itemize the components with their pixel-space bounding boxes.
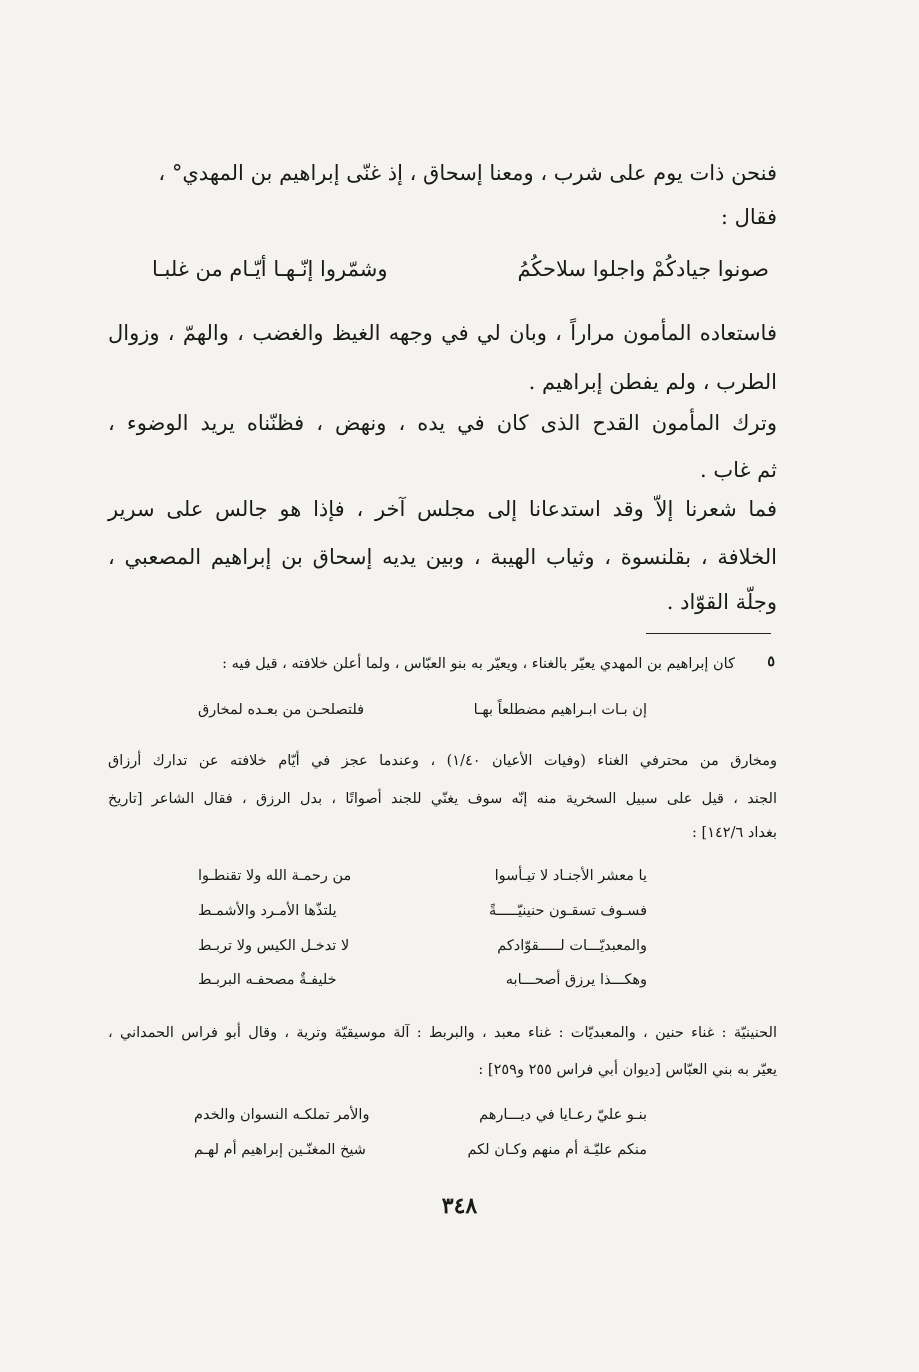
poem-line-4-right: وهكـــذا يرزق أصحـــابه [505,972,647,988]
footnote-verse-first-hemistich: إن بـات ابـراهيم مضطلعاً بهـا [473,702,647,718]
paragraph-1-line-2: فقال : [720,205,777,229]
poem2-line-1-left: والأمر تملكـه النسوان والخدم [194,1107,370,1123]
footnote-separator [646,633,771,634]
paragraph-2-line-1: فاستعاده المأمون مراراً ، وبان لي في وجهه الغيظ والغضب ، والهمّ ، وزوال [108,321,777,345]
page-number: ٣٤٨ [441,1193,478,1219]
poem-line-4-left: خليفـةٌ مصحفـه البربـط [198,972,337,988]
poem-line-3-left: لا تدخـل الكيس ولا تربـط [198,938,350,954]
footnote-line-4: بغداد ١٤٢/٦] : [692,825,777,841]
paragraph-4-line-2: الخلافة ، بقلنسوة ، وثياب الهيبة ، وبين يديه إسحاق بن إبراهيم المصعبي ، [108,545,777,569]
paragraph-4-line-1: فما شعرنا إلاّ وقد استدعانا إلى مجلس آخر ، فإذا هو جالس على سرير [108,497,777,521]
poem-line-1-right: يا معشر الأجنـاد لا تيـأسوا [494,868,647,884]
footnote-line-6: يعيّر به بني العبّاس [ديوان أبي فراس ٢٥٥ و٢٥٩] : [478,1062,777,1078]
paragraph-1-line-1: فنحن ذات يوم على شرب ، ومعنا إسحاق ، إذ غنّى إبراهيم بن المهدي° ، [158,161,777,185]
footnote-line-3: الجند ، قيل على سبيل السخرية منه إنّه سوف يغنّي للجند أصواتًا ، بدل الرزق ، فقال الشاعر [تاريخ [108,791,777,807]
paragraph-3-line-2: ثم غاب . [700,458,777,482]
paragraph-4-line-3: وجلّة القوّاد . [666,590,777,614]
footnote-line-2: ومخارق من محترفي الغناء (وفيات الأعيان ١/٤٠) ، وعندما عجز في أيّام خلافته عن تدارك أرزاق [108,753,777,769]
footnote-verse-second-hemistich: فلتصلحـن من بعـده لمخارق [198,702,365,718]
poem-line-1-left: من رحمـة الله ولا تقنطـوا [198,868,352,884]
poem-line-2-left: يلتذّها الأمـرد والأشمـط [198,903,337,919]
footnote-marker: ٥ [767,653,775,670]
poem-line-2-right: فسـوف تسقـون حنينيّـــــةً [488,903,647,919]
paragraph-3-line-1: وترك المأمون القدح الذى كان في يده ، ونهض ، فظنّناه يريد الوضوء ، [108,411,777,435]
poem-line-3-right: والمعبديّـــات لـــــقوّادكم [497,938,647,954]
footnote-line-5: الحنينيّة : غناء حنين ، والمعبديّات : غناء معبد ، والبربط : آلة موسيقيّة وترية ، وقال أبو فراس الحمداني ، [108,1025,777,1041]
poem2-line-1-right: بنـو عليّ رعـايا في ديـــارهم [479,1107,647,1123]
poem2-line-2-right: منكم عليّـة أم منهم وكـان لكم [467,1142,647,1158]
verse-1-first-hemistich: صونوا جيادكُمْ واجلوا سلاحكُمُ [517,257,769,281]
verse-1-second-hemistich: وشمّروا إنّـهـا أيّـام من غلبـا [152,257,388,281]
footnote-line-1: كان إبراهيم بن المهدي يعيّر بالغناء ، ويعيّر به بنو العبّاس ، ولما أعلن خلافته ، قيل فيه : [222,656,735,672]
paragraph-2-line-2: الطرب ، ولم يفطن إبراهيم . [528,370,777,394]
poem2-line-2-left: شيخ المغنّـين إبراهيم أم لهـم [194,1142,366,1158]
